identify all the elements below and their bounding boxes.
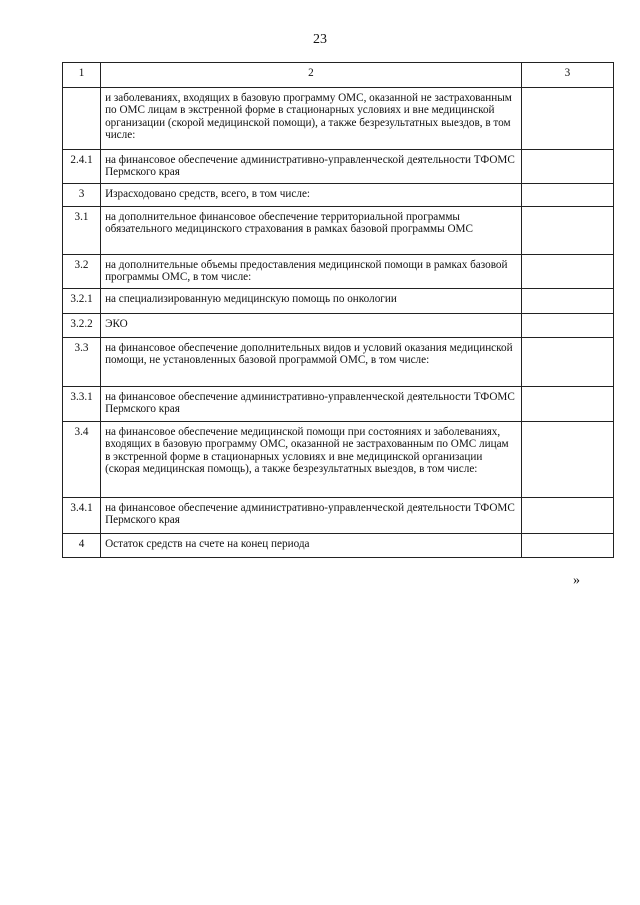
closing-quote-mark: » xyxy=(573,573,580,588)
row-value xyxy=(521,207,613,255)
table-row xyxy=(63,150,614,184)
row-text: и заболеваниях, входящих в базовую программу ОМС, оказанной не застрахованным по ОМС лицам в экстренной форме в стационарных условиях и вне медицинской организации (скорой медицинской помощи), а также безрезультатных выездов, в том числе: xyxy=(101,88,522,150)
row-number: 3.4 xyxy=(63,422,101,498)
row-number: 4 xyxy=(63,534,101,558)
row-value xyxy=(521,534,613,558)
row-text: на специализированную медицинскую помощь по онкологии xyxy=(101,289,522,314)
row-text: на финансовое обеспечение дополнительных видов и условий оказания медицинской помощи, не установленных базовой программой ОМС, в том числе: xyxy=(101,338,522,387)
row-value xyxy=(521,289,613,314)
report-table xyxy=(62,62,614,558)
table-row xyxy=(63,184,614,207)
table-row xyxy=(63,534,614,558)
row-text: на дополнительное финансовое обеспечение территориальной программы обязательного медицинского страхования в рамках базовой программы ОМС xyxy=(101,207,522,255)
column-header-1: 1 xyxy=(63,63,101,88)
table-row xyxy=(63,422,614,498)
table-row xyxy=(63,498,614,534)
table-row xyxy=(63,255,614,289)
table-row xyxy=(63,88,614,150)
row-text: ЭКО xyxy=(101,314,522,338)
row-value xyxy=(521,498,613,534)
page-number: 23 xyxy=(313,32,327,47)
table-row xyxy=(63,314,614,338)
row-value xyxy=(521,338,613,387)
row-number: 2.4.1 xyxy=(63,150,101,184)
row-number: 3 xyxy=(63,184,101,207)
row-text: на финансовое обеспечение административно-управленческой деятельности ТФОМС Пермского края xyxy=(101,387,522,422)
column-header-2: 2 xyxy=(101,63,522,88)
row-value xyxy=(521,150,613,184)
row-value xyxy=(521,422,613,498)
row-text: на финансовое обеспечение медицинской помощи при состояниях и заболеваниях, входящих в базовую программу ОМС, оказанной не застрахованным по ОМС лицам в экстренной форме в стационарных условиях и вне медицинской организации (скорая медицинская помощь), а также безрезультатных выездов, в том числе: xyxy=(101,422,522,498)
row-text: Израсходовано средств, всего, в том числе: xyxy=(101,184,522,207)
row-value xyxy=(521,255,613,289)
row-value xyxy=(521,314,613,338)
table-header-row xyxy=(63,63,614,88)
table-row xyxy=(63,338,614,387)
column-header-3: 3 xyxy=(521,63,613,88)
table-row xyxy=(63,289,614,314)
table-row xyxy=(63,207,614,255)
row-text: на финансовое обеспечение административно-управленческой деятельности ТФОМС Пермского края xyxy=(101,498,522,534)
row-value xyxy=(521,184,613,207)
row-number: 3.1 xyxy=(63,207,101,255)
row-text: на дополнительные объемы предоставления медицинской помощи в рамках базовой программы ОМС, в том числе: xyxy=(101,255,522,289)
row-number: 3.3.1 xyxy=(63,387,101,422)
row-value xyxy=(521,387,613,422)
row-number: 3.4.1 xyxy=(63,498,101,534)
row-number: 3.3 xyxy=(63,338,101,387)
row-number: 3.2 xyxy=(63,255,101,289)
row-text: Остаток средств на счете на конец периода xyxy=(101,534,522,558)
row-number xyxy=(63,88,101,150)
row-number: 3.2.1 xyxy=(63,289,101,314)
row-text: на финансовое обеспечение административно-управленческой деятельности ТФОМС Пермского края xyxy=(101,150,522,184)
row-number: 3.2.2 xyxy=(63,314,101,338)
table-row xyxy=(63,387,614,422)
row-value xyxy=(521,88,613,150)
